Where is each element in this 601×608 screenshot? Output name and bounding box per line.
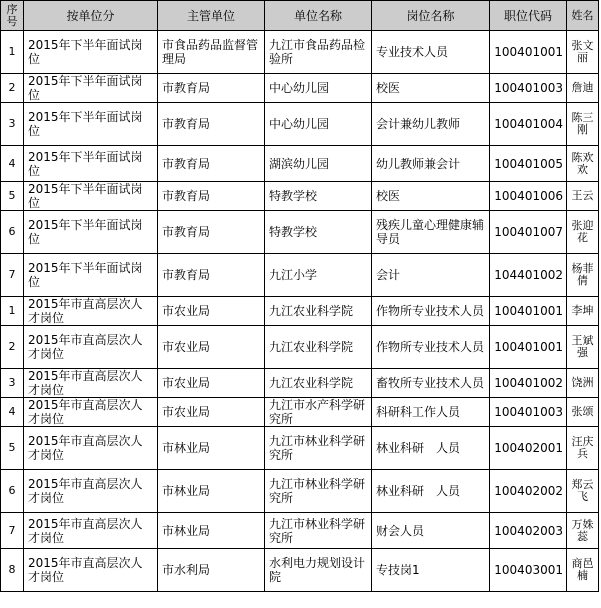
cell-unit: 九江小学	[265, 254, 372, 297]
cell-unit: 九江市林业科学研究所	[265, 427, 372, 470]
cell-seq: 7	[1, 254, 24, 297]
cell-batch: 2015年下半年面试岗位	[24, 254, 158, 297]
cell-post: 畜牧所专业技术人员	[372, 369, 490, 398]
table-row	[1, 254, 599, 297]
cell-batch: 2015年下半年面试岗位	[24, 182, 158, 211]
cell-post: 作物所专业技术人员	[372, 326, 490, 369]
cell-seq: 2	[1, 326, 24, 369]
cell-unit: 九江市食品药品检验所	[265, 31, 372, 74]
cell-name: 万姝蕊	[567, 513, 599, 549]
cell-seq: 7	[1, 513, 24, 549]
cell-name: 陈欢欢	[567, 146, 599, 182]
cell-name: 饶洲	[567, 369, 599, 398]
cell-code: 100403001	[490, 549, 567, 592]
cell-seq: 5	[1, 427, 24, 470]
cell-seq: 6	[1, 211, 24, 254]
cell-unit: 九江农业科学院	[265, 369, 372, 398]
cell-unit: 中心幼儿园	[265, 74, 372, 103]
cell-batch: 2015年市直高层次人才岗位	[24, 427, 158, 470]
cell-name: 王云	[567, 182, 599, 211]
cell-unit: 湖滨幼儿园	[265, 146, 372, 182]
cell-batch: 2015年市直高层次人才岗位	[24, 398, 158, 427]
header-name: 姓名	[567, 1, 599, 31]
cell-code: 100401002	[490, 369, 567, 398]
cell-name: 汪庆兵	[567, 427, 599, 470]
cell-dept: 市农业局	[158, 297, 265, 326]
cell-batch: 2015年下半年面试岗位	[24, 103, 158, 146]
cell-name: 商邑楠	[567, 549, 599, 592]
cell-post: 林业科研 人员	[372, 427, 490, 470]
cell-post: 专技岗1	[372, 549, 490, 592]
cell-dept: 市教育局	[158, 74, 265, 103]
cell-name: 郑云飞	[567, 470, 599, 513]
header-batch: 按单位分	[24, 1, 158, 31]
table-row	[1, 297, 599, 326]
cell-post: 校医	[372, 74, 490, 103]
cell-code: 100401007	[490, 211, 567, 254]
table-row	[1, 326, 599, 369]
cell-post: 科研科工作人员	[372, 398, 490, 427]
table-row	[1, 74, 599, 103]
cell-dept: 市水利局	[158, 549, 265, 592]
cell-post: 财会人员	[372, 513, 490, 549]
cell-dept: 市林业局	[158, 470, 265, 513]
cell-code: 100401003	[490, 398, 567, 427]
cell-post: 林业科研 人员	[372, 470, 490, 513]
cell-dept: 市教育局	[158, 146, 265, 182]
cell-seq: 3	[1, 369, 24, 398]
header-seq: 序号	[1, 1, 24, 31]
table-row	[1, 146, 599, 182]
cell-code: 100402001	[490, 427, 567, 470]
cell-unit: 九江市水产科学研究所	[265, 398, 372, 427]
header-row	[1, 1, 599, 31]
table-row	[1, 103, 599, 146]
cell-post: 校医	[372, 182, 490, 211]
cell-dept: 市林业局	[158, 513, 265, 549]
cell-batch: 2015年市直高层次人才岗位	[24, 369, 158, 398]
cell-code: 100401006	[490, 182, 567, 211]
cell-code: 100401004	[490, 103, 567, 146]
cell-dept: 市林业局	[158, 427, 265, 470]
cell-name: 张文丽	[567, 31, 599, 74]
cell-seq: 2	[1, 74, 24, 103]
cell-name: 陈三刚	[567, 103, 599, 146]
table-row	[1, 549, 599, 592]
table-row	[1, 427, 599, 470]
cell-post: 专业技术人员	[372, 31, 490, 74]
cell-dept: 市教育局	[158, 103, 265, 146]
cell-name: 张迎花	[567, 211, 599, 254]
cell-seq: 5	[1, 182, 24, 211]
cell-batch: 2015年市直高层次人才岗位	[24, 326, 158, 369]
cell-seq: 1	[1, 31, 24, 74]
cell-name: 王斌强	[567, 326, 599, 369]
cell-post: 残疾儿童心理健康辅导员	[372, 211, 490, 254]
header-post: 岗位名称	[372, 1, 490, 31]
table-row	[1, 182, 599, 211]
cell-seq: 6	[1, 470, 24, 513]
cell-dept: 市农业局	[158, 369, 265, 398]
cell-seq: 4	[1, 398, 24, 427]
table-body	[1, 31, 599, 592]
cell-unit: 九江市林业科学研究所	[265, 513, 372, 549]
cell-name: 杨菲倩	[567, 254, 599, 297]
cell-code: 100401003	[490, 74, 567, 103]
cell-code: 100401005	[490, 146, 567, 182]
cell-post: 会计兼幼儿教师	[372, 103, 490, 146]
cell-batch: 2015年市直高层次人才岗位	[24, 549, 158, 592]
cell-dept: 市教育局	[158, 211, 265, 254]
cell-code: 100401001	[490, 297, 567, 326]
cell-batch: 2015年下半年面试岗位	[24, 211, 158, 254]
header-dept: 主管单位	[158, 1, 265, 31]
cell-batch: 2015年下半年面试岗位	[24, 74, 158, 103]
header-unit: 单位名称	[265, 1, 372, 31]
cell-unit: 中心幼儿园	[265, 103, 372, 146]
cell-seq: 8	[1, 549, 24, 592]
cell-name: 张颂	[567, 398, 599, 427]
cell-dept: 市农业局	[158, 326, 265, 369]
cell-post: 作物所专业技术人员	[372, 297, 490, 326]
table-row	[1, 369, 599, 398]
cell-batch: 2015年市直高层次人才岗位	[24, 470, 158, 513]
cell-unit: 九江农业科学院	[265, 326, 372, 369]
cell-dept: 市食品药品监督管理局	[158, 31, 265, 74]
cell-name: 李坤	[567, 297, 599, 326]
cell-seq: 3	[1, 103, 24, 146]
cell-code: 100402002	[490, 470, 567, 513]
cell-dept: 市农业局	[158, 398, 265, 427]
cell-code: 100401001	[490, 326, 567, 369]
cell-code: 100401001	[490, 31, 567, 74]
cell-batch: 2015年市直高层次人才岗位	[24, 297, 158, 326]
cell-name: 詹迪	[567, 74, 599, 103]
table-row	[1, 398, 599, 427]
table-row	[1, 470, 599, 513]
cell-unit: 九江市林业科学研究所	[265, 470, 372, 513]
cell-dept: 市教育局	[158, 182, 265, 211]
table-row	[1, 31, 599, 74]
cell-post: 幼儿教师兼会计	[372, 146, 490, 182]
cell-batch: 2015年市直高层次人才岗位	[24, 513, 158, 549]
cell-unit: 特教学校	[265, 182, 372, 211]
table-row	[1, 513, 599, 549]
table-row	[1, 211, 599, 254]
cell-unit: 特教学校	[265, 211, 372, 254]
cell-code: 104401002	[490, 254, 567, 297]
cell-unit: 九江农业科学院	[265, 297, 372, 326]
cell-unit: 水利电力规划设计院	[265, 549, 372, 592]
cell-seq: 4	[1, 146, 24, 182]
header-code: 职位代码	[490, 1, 567, 31]
cell-batch: 2015年下半年面试岗位	[24, 31, 158, 74]
cell-code: 100402003	[490, 513, 567, 549]
cell-dept: 市教育局	[158, 254, 265, 297]
cell-post: 会计	[372, 254, 490, 297]
cell-seq: 1	[1, 297, 24, 326]
cell-batch: 2015年下半年面试岗位	[24, 146, 158, 182]
